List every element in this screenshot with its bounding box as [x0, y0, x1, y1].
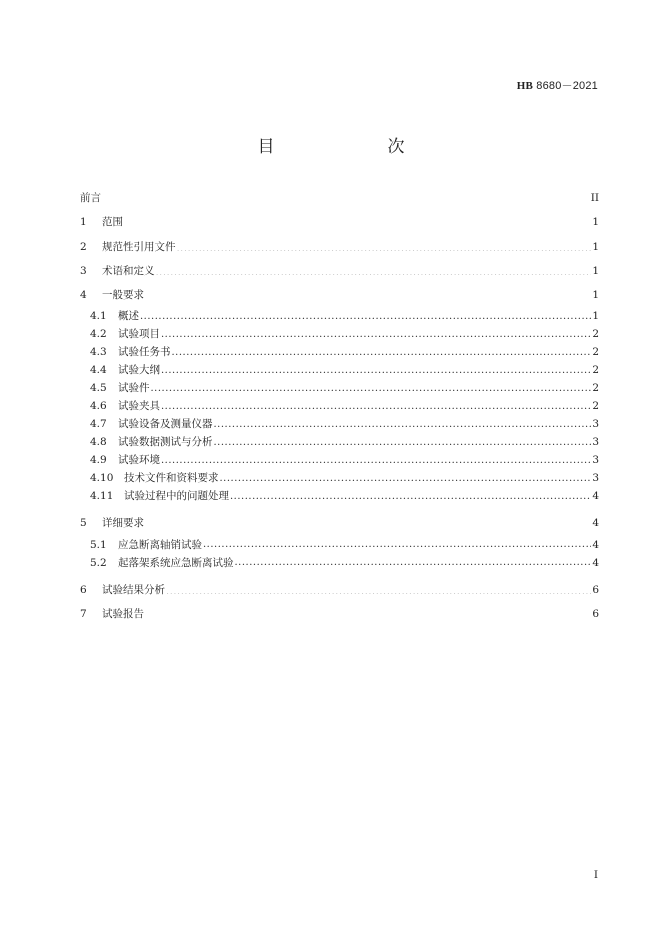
toc-entry-page: 6 [592, 608, 599, 621]
table-of-contents [80, 186, 599, 626]
toc-dot-leader [151, 382, 592, 393]
toc-entry-number: 4.3 [90, 346, 107, 359]
toc-entry-page: 2 [592, 346, 599, 359]
toc-entry-number: 7 [80, 608, 87, 621]
toc-entry[interactable] [80, 469, 599, 487]
toc-entry-page: 3 [592, 436, 599, 449]
toc-entry[interactable] [80, 397, 599, 415]
toc-entry[interactable] [80, 415, 599, 433]
toc-entry-number: 4.6 [90, 400, 107, 413]
toc-entry-title: 试验设备及测量仪器 [118, 418, 213, 431]
toc-dot-leader [203, 538, 591, 549]
document-code [517, 77, 598, 93]
toc-entry-title: 试验项目 [118, 328, 160, 341]
toc-entry-page: 4 [592, 538, 599, 551]
toc-dot-leader [156, 264, 592, 275]
toc-entry[interactable] [80, 379, 599, 397]
toc-entry-title: 一般要求 [102, 289, 144, 302]
toc-entry-number: 5.2 [90, 556, 107, 569]
toc-entry-title: 概述 [118, 310, 139, 323]
toc-entry-number: 4.5 [90, 382, 107, 395]
toc-dot-leader [166, 583, 591, 594]
toc-entry[interactable] [80, 259, 599, 283]
toc-entry-title: 应急断离轴销试验 [118, 538, 202, 551]
toc-entry-title: 起落架系统应急断离试验 [118, 556, 234, 569]
toc-entry[interactable] [80, 325, 599, 343]
toc-entry-page: 3 [592, 418, 599, 431]
toc-entry-number: 4.7 [90, 418, 107, 431]
toc-dot-leader [124, 216, 591, 227]
toc-dot-leader [140, 310, 591, 321]
document-code-number: 8680－2021 [536, 80, 598, 92]
page-title: 目 次 [257, 137, 453, 157]
toc-entry-page: II [590, 192, 599, 204]
toc-entry-page: 1 [592, 310, 599, 323]
toc-dot-leader [145, 517, 591, 528]
toc-dot-leader [145, 608, 591, 619]
toc-entry[interactable] [80, 578, 599, 602]
toc-entry-number: 4.11 [90, 490, 114, 503]
toc-entry[interactable] [80, 343, 599, 361]
toc-entry-number: 4.10 [90, 472, 114, 485]
toc-entry-page: 1 [592, 240, 599, 253]
toc-entry[interactable] [80, 511, 599, 535]
toc-entry-title: 试验夹具 [118, 400, 160, 413]
toc-entry-title: 规范性引用文件 [102, 240, 176, 253]
toc-dot-leader [161, 328, 591, 339]
toc-dot-leader [161, 400, 591, 411]
toc-entry-page: 1 [592, 264, 599, 277]
toc-dot-leader [177, 240, 592, 251]
toc-entry-page: 4 [592, 517, 599, 530]
toc-entry[interactable] [80, 235, 599, 259]
toc-entry-title: 试验报告 [102, 608, 144, 621]
toc-entry[interactable] [80, 487, 599, 505]
toc-entry-title: 试验环境 [118, 454, 160, 467]
toc-entry-number: 4.8 [90, 436, 107, 449]
toc-entry-number: 4.4 [90, 364, 107, 377]
toc-entry-page: 1 [592, 216, 599, 229]
toc-entry[interactable] [80, 554, 599, 572]
toc-entry[interactable] [80, 210, 599, 234]
toc-entry-page: 4 [592, 490, 599, 503]
toc-entry-number: 3 [80, 264, 87, 277]
toc-dot-leader [220, 472, 592, 483]
toc-entry-title: 试验结果分析 [102, 583, 165, 596]
toc-entry-number: 2 [80, 240, 87, 253]
page-number: I [593, 869, 598, 881]
toc-entry-page: 2 [592, 364, 599, 377]
toc-entry-page: 3 [592, 472, 599, 485]
toc-entry[interactable] [80, 602, 599, 626]
toc-dot-leader [145, 289, 591, 300]
toc-entry-page: 6 [592, 583, 599, 596]
toc-entry-title: 详细要求 [102, 517, 144, 530]
toc-entry-title: 试验过程中的问题处理 [124, 490, 229, 503]
toc-entry-page: 1 [592, 289, 599, 302]
toc-entry-page: 2 [592, 382, 599, 395]
toc-dot-leader [172, 346, 592, 357]
toc-entry-number: 5.1 [90, 538, 107, 551]
toc-entry-title: 试验件 [118, 382, 150, 395]
toc-entry-number: 4.2 [90, 328, 107, 341]
toc-dot-leader [161, 454, 591, 465]
toc-dot-leader [230, 490, 591, 501]
toc-entry[interactable] [80, 186, 599, 210]
toc-dot-leader [235, 556, 592, 567]
toc-dot-leader [102, 192, 590, 203]
toc-entry-title: 前言 [80, 192, 101, 204]
toc-entry[interactable] [80, 283, 599, 307]
toc-entry-title: 试验任务书 [118, 346, 171, 359]
toc-entry[interactable] [80, 307, 599, 325]
toc-entry-page: 4 [592, 556, 599, 569]
toc-entry-number: 4 [80, 289, 87, 302]
document-code-prefix: HB [516, 80, 533, 92]
toc-entry-page: 3 [592, 454, 599, 467]
toc-entry-title: 术语和定义 [102, 264, 155, 277]
toc-dot-leader [214, 436, 592, 447]
toc-entry-number: 4.9 [90, 454, 107, 467]
toc-entry[interactable] [80, 361, 599, 379]
toc-entry[interactable] [80, 536, 599, 554]
toc-entry-number: 6 [80, 583, 87, 596]
toc-entry-page: 2 [592, 328, 599, 341]
toc-entry-title: 试验数据测试与分析 [118, 436, 213, 449]
toc-entry-title: 范围 [102, 216, 123, 229]
toc-entry-number: 1 [80, 216, 87, 229]
toc-entry-page: 2 [592, 400, 599, 413]
toc-entry-number: 5 [80, 517, 87, 530]
toc-dot-leader [214, 418, 592, 429]
toc-entry-title: 技术文件和资料要求 [124, 472, 219, 485]
toc-entry[interactable] [80, 433, 599, 451]
toc-entry-number: 4.1 [90, 310, 107, 323]
toc-entry[interactable] [80, 451, 599, 469]
toc-entry-title: 试验大纲 [118, 364, 160, 377]
toc-dot-leader [161, 364, 591, 375]
